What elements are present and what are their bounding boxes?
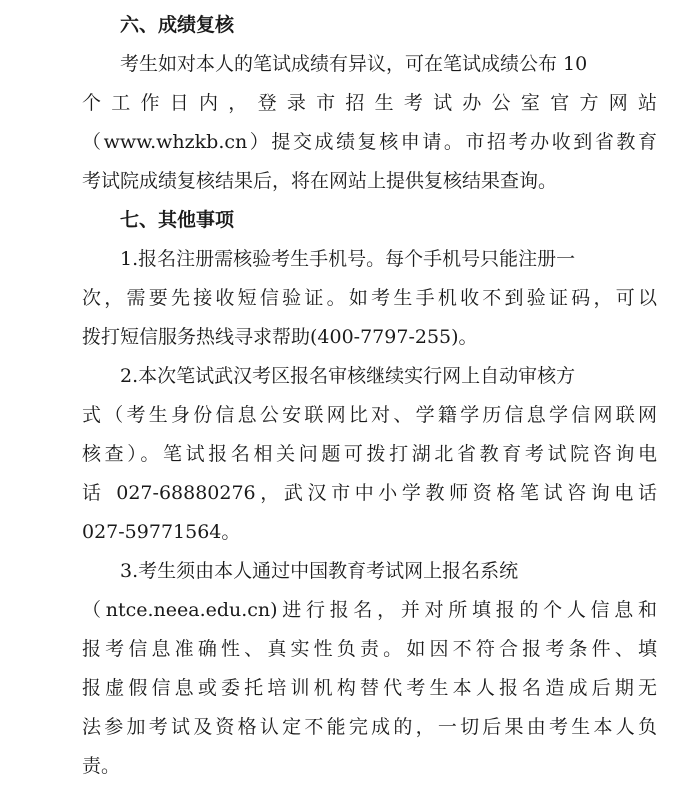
paragraph-line: （www.whzkb.cn）提交成绩复核申请。市招考办收到省教育 (82, 131, 657, 153)
paragraph-line: 法参加考试及资格认定不能完成的，一切后果由考生本人负 (82, 716, 657, 738)
paragraph-line: 报虚假信息或委托培训机构替代考生本人报名造成后期无 (82, 677, 657, 699)
paragraph-line: 3.考生须由本人通过中国教育考试网上报名系统 (120, 560, 519, 582)
paragraph-line: 话 027-68880276，武汉市中小学教师资格笔试咨询电话 (82, 482, 657, 504)
paragraph-line: 责。 (82, 755, 121, 777)
paragraph-line: 个 工 作 日 内 ， 登 录 市 招 生 考 试 办 公 室 官 方 网 站 (82, 92, 657, 114)
paragraph-line: 1.报名注册需核验考生手机号。每个手机号只能注册一 (120, 248, 576, 270)
paragraph-line: 报考信息准确性、真实性负责。如因不符合报考条件、填 (82, 638, 657, 660)
paragraph-line: 考试院成绩复核结果后，将在网站上提供复核结果查询。 (82, 170, 558, 192)
paragraph-line: 拨打短信服务热线寻求帮助(400-7797-255)。 (82, 326, 478, 348)
paragraph-line: 考生如对本人的笔试成绩有异议，可在笔试成绩公布 10 (120, 53, 588, 75)
paragraph-line: 式（考生身份信息公安联网比对、学籍学历信息学信网联网 (82, 404, 657, 426)
section-heading-other-matters: 七、其他事项 (120, 209, 235, 231)
paragraph-line: 027-59771564。 (82, 521, 241, 543)
paragraph-line: 2.本次笔试武汉考区报名审核继续实行网上自动审核方 (120, 365, 576, 387)
paragraph-line: 核查）。笔试报名相关问题可拨打湖北省教育考试院咨询电 (82, 443, 657, 465)
paragraph-line: （ntce.neea.edu.cn)进行报名，并对所填报的个人信息和 (82, 599, 657, 621)
paragraph-line: 次，需要先接收短信验证。如考生手机收不到验证码，可以 (82, 287, 657, 309)
section-heading-score-review: 六、成绩复核 (120, 14, 235, 36)
